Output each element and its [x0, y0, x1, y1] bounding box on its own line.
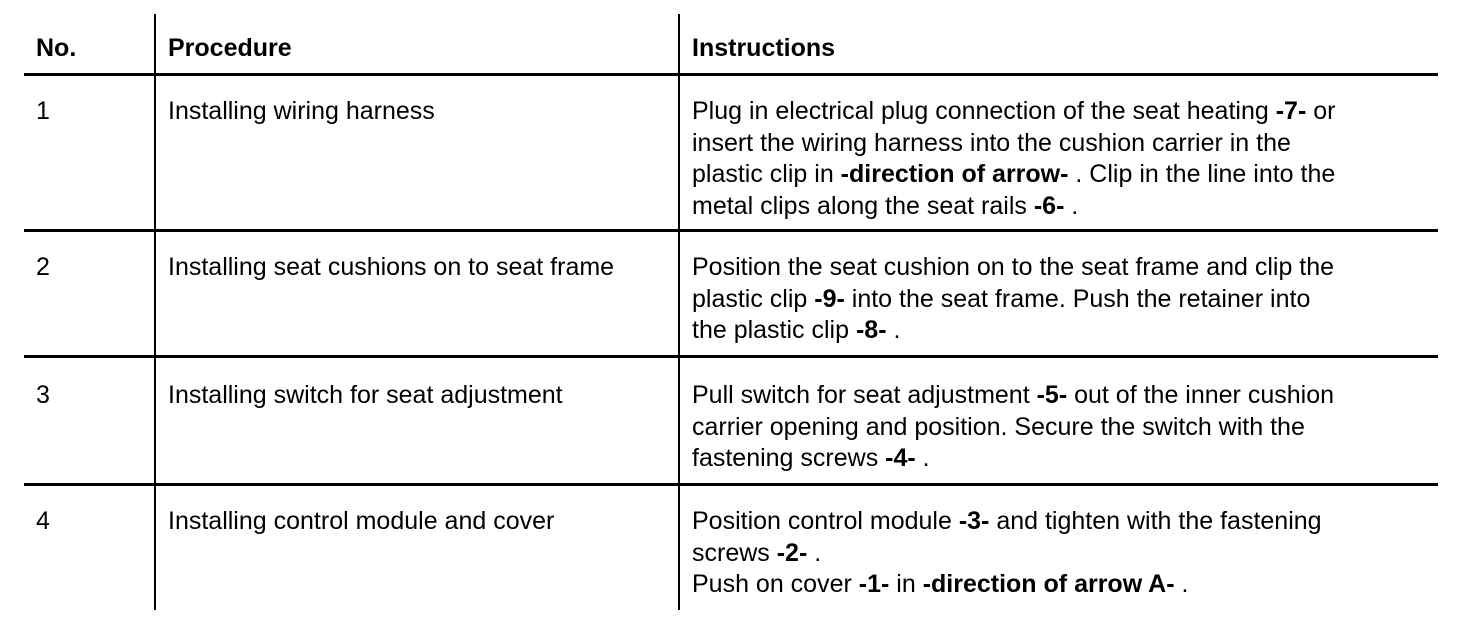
part-reference: -direction of arrow A-: [922, 570, 1175, 598]
part-reference: -3-: [958, 507, 990, 535]
instruction-text: .: [915, 444, 930, 472]
instruction-text: plastic clip in: [692, 160, 841, 188]
instruction-text: Push on cover: [692, 570, 859, 598]
part-reference: -4-: [885, 444, 916, 472]
instruction-line: [692, 128, 1335, 160]
row-number: 1: [36, 97, 50, 125]
instruction-line: [692, 315, 1334, 347]
instruction-line: [692, 569, 1322, 601]
part-reference: -direction of arrow-: [840, 160, 1069, 188]
instruction-text: in: [889, 570, 923, 598]
instruction-line: [692, 412, 1334, 444]
instruction-text: .: [807, 538, 822, 567]
instruction-line: [692, 252, 1334, 284]
part-reference: -6-: [1033, 191, 1065, 220]
row-divider: [24, 355, 1438, 358]
instruction-line: [692, 506, 1322, 538]
instruction-line: [692, 159, 1335, 191]
row-number: 2: [36, 253, 50, 281]
instruction-text: out of the inner cushion: [1067, 381, 1335, 409]
instruction-line: [692, 443, 1334, 475]
instruction-text: into the seat frame. Push the retainer into: [844, 284, 1311, 313]
part-reference: -2-: [776, 538, 808, 567]
instruction-text: Position the seat cushion on to the seat frame and clip the: [692, 253, 1335, 281]
header-procedure: Procedure: [168, 34, 292, 62]
part-reference: -7-: [1275, 97, 1307, 125]
instruction-text: Pull switch for seat adjustment: [692, 381, 1037, 409]
instruction-text: .: [886, 316, 901, 344]
instruction-text: Position control module: [692, 507, 959, 535]
instruction-text: .: [1174, 570, 1189, 598]
column-divider: [154, 14, 156, 610]
instruction-text: carrier opening and position. Secure the switch with the: [692, 412, 1305, 441]
row-divider: [24, 229, 1438, 232]
instruction-line: [692, 191, 1335, 223]
row-number: 4: [36, 507, 50, 535]
row-instructions: [692, 380, 1334, 475]
instruction-line: [692, 538, 1322, 570]
instruction-text: fastening screws: [692, 444, 886, 472]
part-reference: -8-: [855, 316, 887, 344]
header-instructions: Instructions: [692, 34, 836, 62]
instruction-text: screws: [692, 538, 777, 567]
instruction-text: metal clips along the seat rails: [692, 191, 1034, 220]
part-reference: -5-: [1036, 381, 1068, 409]
row-procedure: Installing switch for seat adjustment: [168, 381, 563, 409]
row-procedure: Installing wiring harness: [168, 97, 435, 125]
instruction-text: insert the wiring harness into the cushion carrier in the: [692, 128, 1291, 157]
row-number: 3: [36, 381, 50, 409]
row-divider: [24, 73, 1438, 76]
instruction-text: .: [1064, 191, 1079, 220]
instruction-line: [692, 284, 1334, 316]
row-procedure: Installing seat cushions on to seat frame: [168, 253, 615, 281]
instruction-text: or: [1306, 97, 1336, 125]
part-reference: -9-: [814, 284, 845, 313]
column-divider: [678, 14, 680, 610]
row-instructions: [692, 96, 1335, 222]
instruction-text: . Clip in the line into the: [1068, 160, 1336, 188]
row-procedure: Installing control module and cover: [168, 507, 555, 535]
instruction-text: and tighten with the fastening: [989, 507, 1322, 535]
instruction-text: plastic clip: [692, 284, 815, 313]
part-reference: -1-: [858, 570, 890, 598]
instruction-text: the plastic clip: [692, 316, 856, 344]
header-no: No.: [36, 34, 77, 62]
row-instructions: [692, 506, 1322, 601]
instruction-line: [692, 96, 1335, 128]
row-instructions: [692, 252, 1334, 347]
row-divider: [24, 483, 1438, 486]
instruction-text: Plug in electrical plug connection of the seat heating: [692, 97, 1276, 125]
instruction-line: [692, 380, 1334, 412]
